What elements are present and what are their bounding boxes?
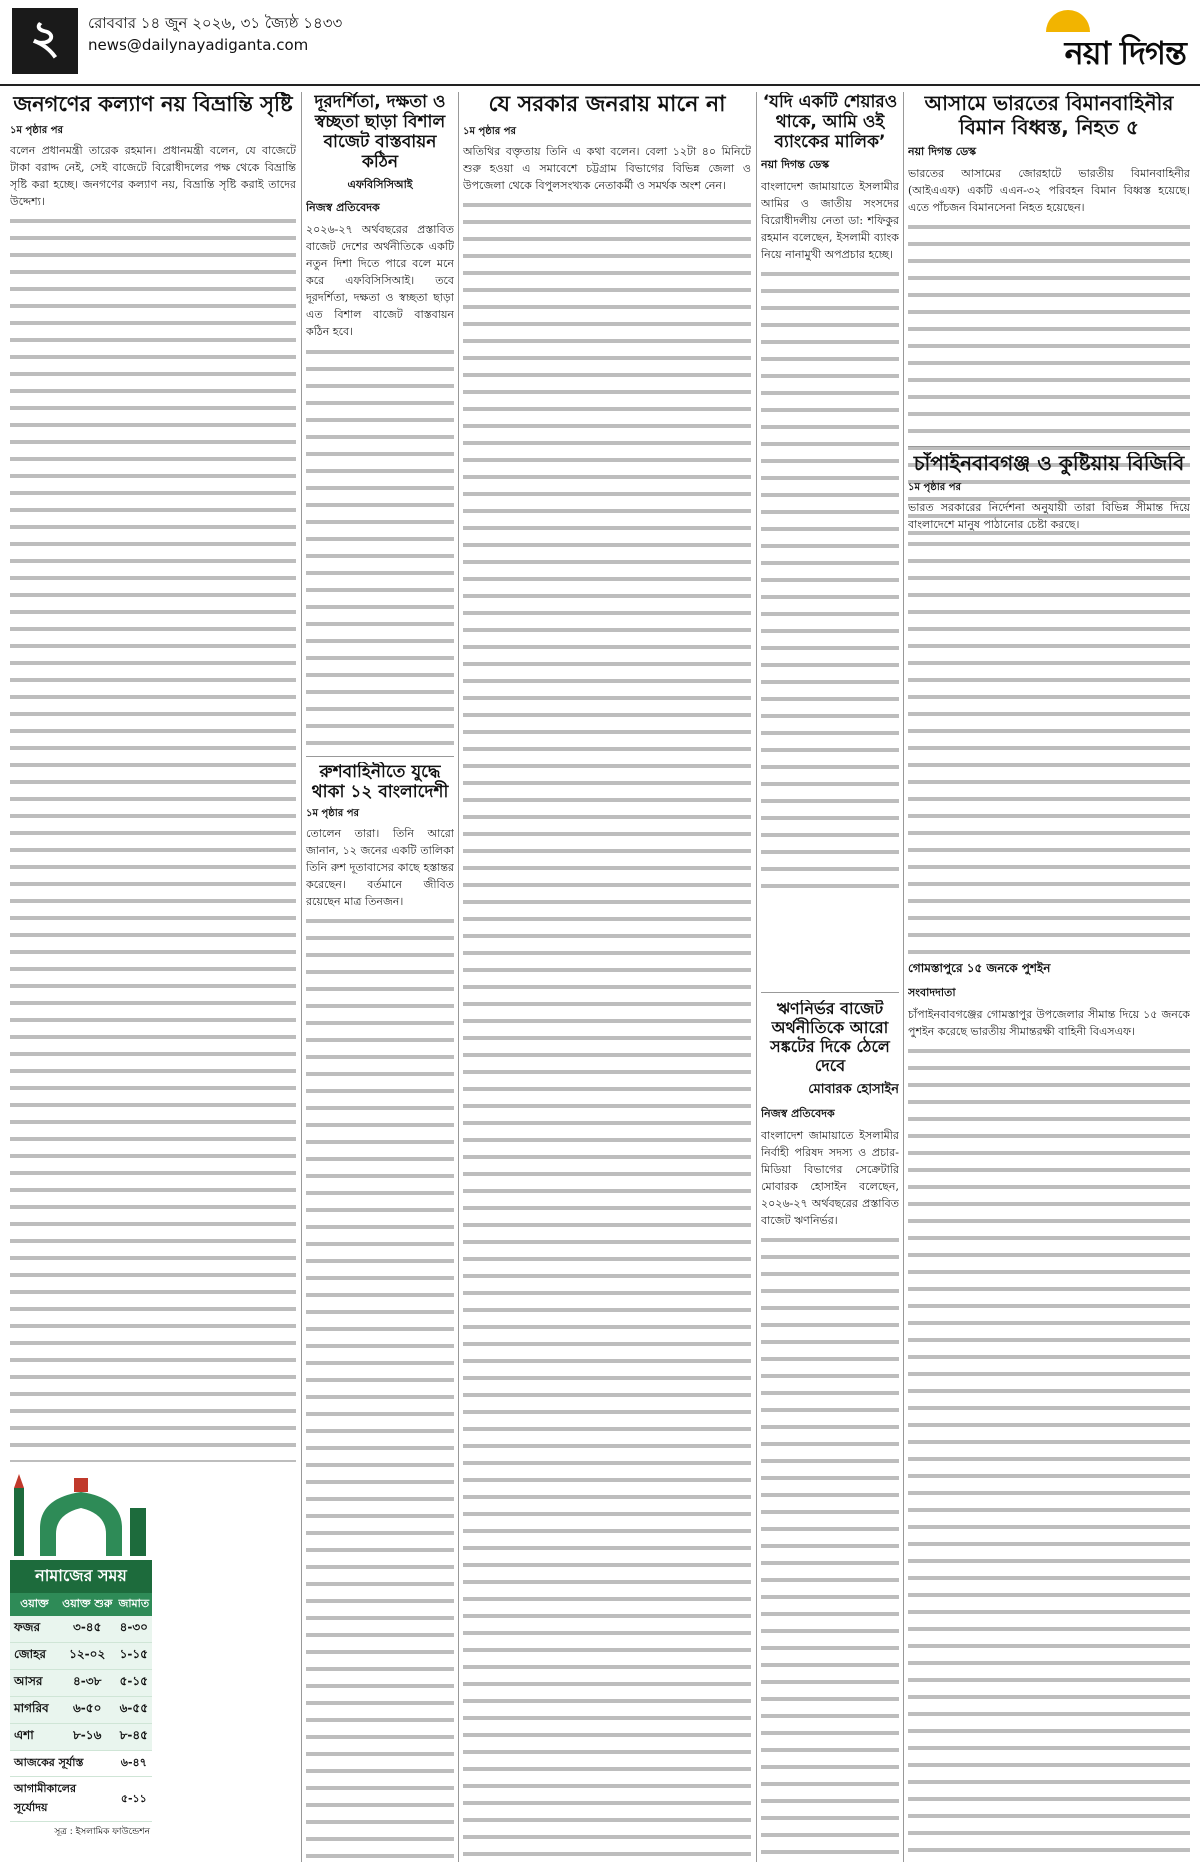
mosque-icon	[10, 1468, 152, 1556]
column-header: ওয়াক্ত শুরু	[59, 1593, 116, 1616]
article-text-block	[306, 344, 454, 752]
prayer-start: ৬-৫০	[59, 1697, 116, 1724]
article-body: তোলেন তারা। তিনি আরো জানান, ১২ জনের একটি তালিকা তিনি রুশ দূতাবাসের কাছে হস্তান্তর করেছেন। বর্তমানে জীবিত রয়েছেন মাত্র তিনজন।	[306, 827, 454, 909]
article-headline[interactable]: ঋণনির্ভর বাজেট অর্থনীতিকে আরো সঙ্কটের দিকে ঠেলে দেবে	[770, 1000, 890, 1075]
prayer-name: আসর	[10, 1670, 59, 1697]
article-russia-army[interactable]	[306, 762, 454, 1858]
article-text-block	[761, 1232, 899, 1858]
article-body: ২০২৬-২৭ অর্থবছরের প্রস্তাবিত বাজেট দেশের অর্থনীতিকে একটি নতুন দিশা দিতে পারে বলে মনে করে এফবিসিসিআই। তবে দূরদর্শিতা, দক্ষতা ও স্বচ্ছতা ছাড়া এত বিশাল বাজেট বাস্তবায়ন কঠিন হবে।	[306, 223, 454, 339]
article-byline: নিজস্ব প্রতিবেদক	[306, 201, 380, 215]
article-text-block	[908, 536, 1190, 956]
article-subhead: গোমস্তাপুরে ১৫ জনকে পুশইন	[908, 960, 1051, 975]
article-kicker: ১ম পৃষ্ঠার পর	[463, 125, 516, 137]
prayer-start: ৩-৪৫	[59, 1616, 116, 1643]
article-headline[interactable]: যে সরকার জনরায় মানে না	[488, 92, 726, 117]
article-kicker: ১ম পৃষ্ঠার পর	[10, 124, 63, 136]
table-row	[10, 1777, 152, 1822]
section-divider	[306, 756, 454, 757]
sunrise-time: ৫-১১	[116, 1777, 152, 1822]
article-body: অতিথির বক্তৃতায় তিনি এ কথা বলেন। বেলা ১২টা ৪০ মিনিটে শুরু হওয়া এ সমাবেশে চট্টগ্রাম বিভাগের বিভিন্ন জেলা ও উপজেলা থেকে বিপুলসংখ্যক নেতাকর্মী ও সমর্থক অংশ নেন।	[463, 144, 751, 193]
article-headline[interactable]: আসামে ভারতের বিমানবাহিনীর বিমান বিধ্বস্ত, নিহত ৫	[924, 92, 1174, 139]
prayer-name: এশা	[10, 1724, 59, 1751]
prayer-source: সূত্র : ইসলামিক ফাউন্ডেশন	[54, 1827, 150, 1837]
date-line: রোববার ১৪ জুন ২০২৬, ৩১ জ্যৈষ্ঠ ১৪৩৩	[88, 14, 343, 32]
prayer-start: ৪-৩৮	[59, 1670, 116, 1697]
table-row	[10, 1616, 152, 1643]
section-divider	[761, 992, 899, 993]
prayer-start: ১২-০২	[59, 1643, 116, 1670]
prayer-name: ফজর	[10, 1616, 59, 1643]
article-byline: নিজস্ব প্রতিবেদক	[761, 1106, 835, 1120]
prayer-times-box	[10, 1468, 152, 1841]
logo-text: নয়া দিগন্ত	[1064, 34, 1186, 72]
sunrise-label: আগামীকালের সূর্যোদয়	[10, 1777, 116, 1822]
column-header: জামাত	[116, 1593, 152, 1616]
column-divider	[301, 92, 302, 1862]
article-headline[interactable]: জনগণের কল্যাণ নয় বিভ্রান্তি সৃষ্টি	[13, 92, 293, 116]
column-divider	[458, 92, 459, 1862]
article-body: বাংলাদেশ জামায়াতে ইসলামীর নির্বাহী পরিষদ সদস্য ও প্রচার-মিডিয়া বিভাগের সেক্রেটারি মোবারক হোসাইন বলেছেন, ২০২৬-২৭ অর্থবছরের প্রস্তাবিত বাজেট ঋণনির্ভর।	[761, 1128, 899, 1227]
section-divider	[908, 446, 1190, 447]
article-fbcci-budget[interactable]	[306, 92, 454, 752]
table-row	[10, 1751, 152, 1777]
prayer-times-table	[10, 1593, 152, 1822]
masthead	[0, 0, 1200, 86]
article-byline: সংবাদদাতা	[908, 985, 956, 999]
column-header: ওয়াক্ত	[10, 1593, 59, 1616]
article-subhead: এফবিসিসিআই	[347, 178, 413, 192]
article-headline[interactable]: চাঁপাইনবাবগঞ্জ ও কুষ্টিয়ায় বিজিবি	[913, 452, 1185, 475]
sunset-label: আজকের সূর্যাস্ত	[10, 1751, 116, 1777]
article-body: বলেন প্রধানমন্ত্রী তারেক রহমান। প্রধানমন্ত্রী বলেন, যে বাজেটে টাকা বরাদ্দ নেই, সেই বাজেটে বিরোধীদলের পক্ষ থেকে বিভ্রান্তি সৃষ্টি করা হচ্ছে। জনগণের কল্যাণ নয়, বিভ্রান্তি সৃষ্টি করাই তাদের উদ্দেশ্য।	[10, 143, 296, 208]
table-row	[10, 1670, 152, 1697]
table-row	[10, 1643, 152, 1670]
article-author: মোবারক হোসাইন	[808, 1081, 899, 1097]
article-text-block	[10, 213, 296, 1462]
prayer-start: ৮-১৬	[59, 1724, 116, 1751]
table-row	[10, 1697, 152, 1724]
column-divider	[756, 92, 757, 1862]
article-byline: নয়া দিগন্ত ডেস্ক	[761, 158, 830, 172]
prayer-jamat: ৬-৫৫	[116, 1697, 152, 1724]
article-kicker: ১ম পৃষ্ঠার পর	[908, 481, 961, 493]
article-body: বাংলাদেশ জামায়াতে ইসলামীর আমির ও জাতীয় সংসদের বিরোধীদলীয় নেতা ডা: শফিকুর রহমান বলেছেন, ইসলামী ব্যাংক নিয়ে নানামুখী অপপ্রচার হচ্ছে।	[761, 180, 899, 262]
article-headline[interactable]: দূরদর্শিতা, দক্ষতা ও স্বচ্ছতা ছাড়া বিশাল বাজেট বাস্তবায়ন কঠিন	[314, 92, 446, 173]
article-bgb-push-in[interactable]	[908, 452, 1190, 1858]
page-number: ২	[12, 8, 78, 74]
prayer-jamat: ১-১৫	[116, 1643, 152, 1670]
newspaper-logo[interactable]	[1016, 10, 1186, 72]
article-byline: নয়া দিগন্ত ডেস্ক	[908, 145, 977, 159]
sunset-time: ৬-৪৭	[116, 1751, 152, 1777]
prayer-jamat: ৫-১৫	[116, 1670, 152, 1697]
article-text-block	[761, 266, 899, 892]
prayer-name: জোহর	[10, 1643, 59, 1670]
article-rin-nirbhor-budget[interactable]	[761, 1000, 899, 1858]
column-divider	[903, 92, 904, 1862]
article-headline[interactable]: রুশবাহিনীতে যুদ্ধে থাকা ১২ বাংলাদেশী	[311, 762, 449, 803]
article-headline[interactable]: ‘যদি একটি শেয়ারও থাকে, আমি ওই ব্যাংকের মালিক’	[762, 92, 898, 153]
article-text-block	[463, 197, 751, 1857]
article-body: ভারত সরকারের নির্দেশনা অনুযায়ী তারা বিভিন্ন সীমান্ত দিয়ে বাংলাদেশে মানুষ পাঠানোর চেষ্টা করছে।	[908, 500, 1190, 531]
article-je-sarkar[interactable]	[463, 92, 751, 1862]
prayer-times-title: নামাজের সময়	[10, 1560, 152, 1593]
article-islami-bank[interactable]	[761, 92, 899, 892]
article-body: ভারতের আসামের জোরহাটে ভারতীয় বিমানবাহিনীর (আইএএফ) একটি এএন-৩২ পরিবহন বিমান বিধ্বস্ত হয়েছে। এতে পাঁচজন বিমানসেনা নিহত হয়েছেন।	[908, 167, 1190, 215]
article-kicker: ১ম পৃষ্ঠার পর	[306, 808, 359, 820]
email-link[interactable]: news@dailynayadiganta.com	[88, 36, 309, 54]
prayer-name: মাগরিব	[10, 1697, 59, 1724]
article-text-block	[908, 1043, 1190, 1858]
article-text-block	[306, 913, 454, 1858]
table-row	[10, 1724, 152, 1751]
article-jonogoner-kalyan[interactable]	[10, 92, 296, 1462]
article-body: চাঁপাইনবাবগঞ্জের গোমস্তাপুর উপজেলার সীমান্ত দিয়ে ১৫ জনকে পুশইন করেছে ভারতীয় সীমান্তরক্ষী বাহিনী বিএসএফ।	[908, 1007, 1190, 1038]
prayer-jamat: ৪-৩০	[116, 1616, 152, 1643]
prayer-jamat: ৮-৪৫	[116, 1724, 152, 1751]
